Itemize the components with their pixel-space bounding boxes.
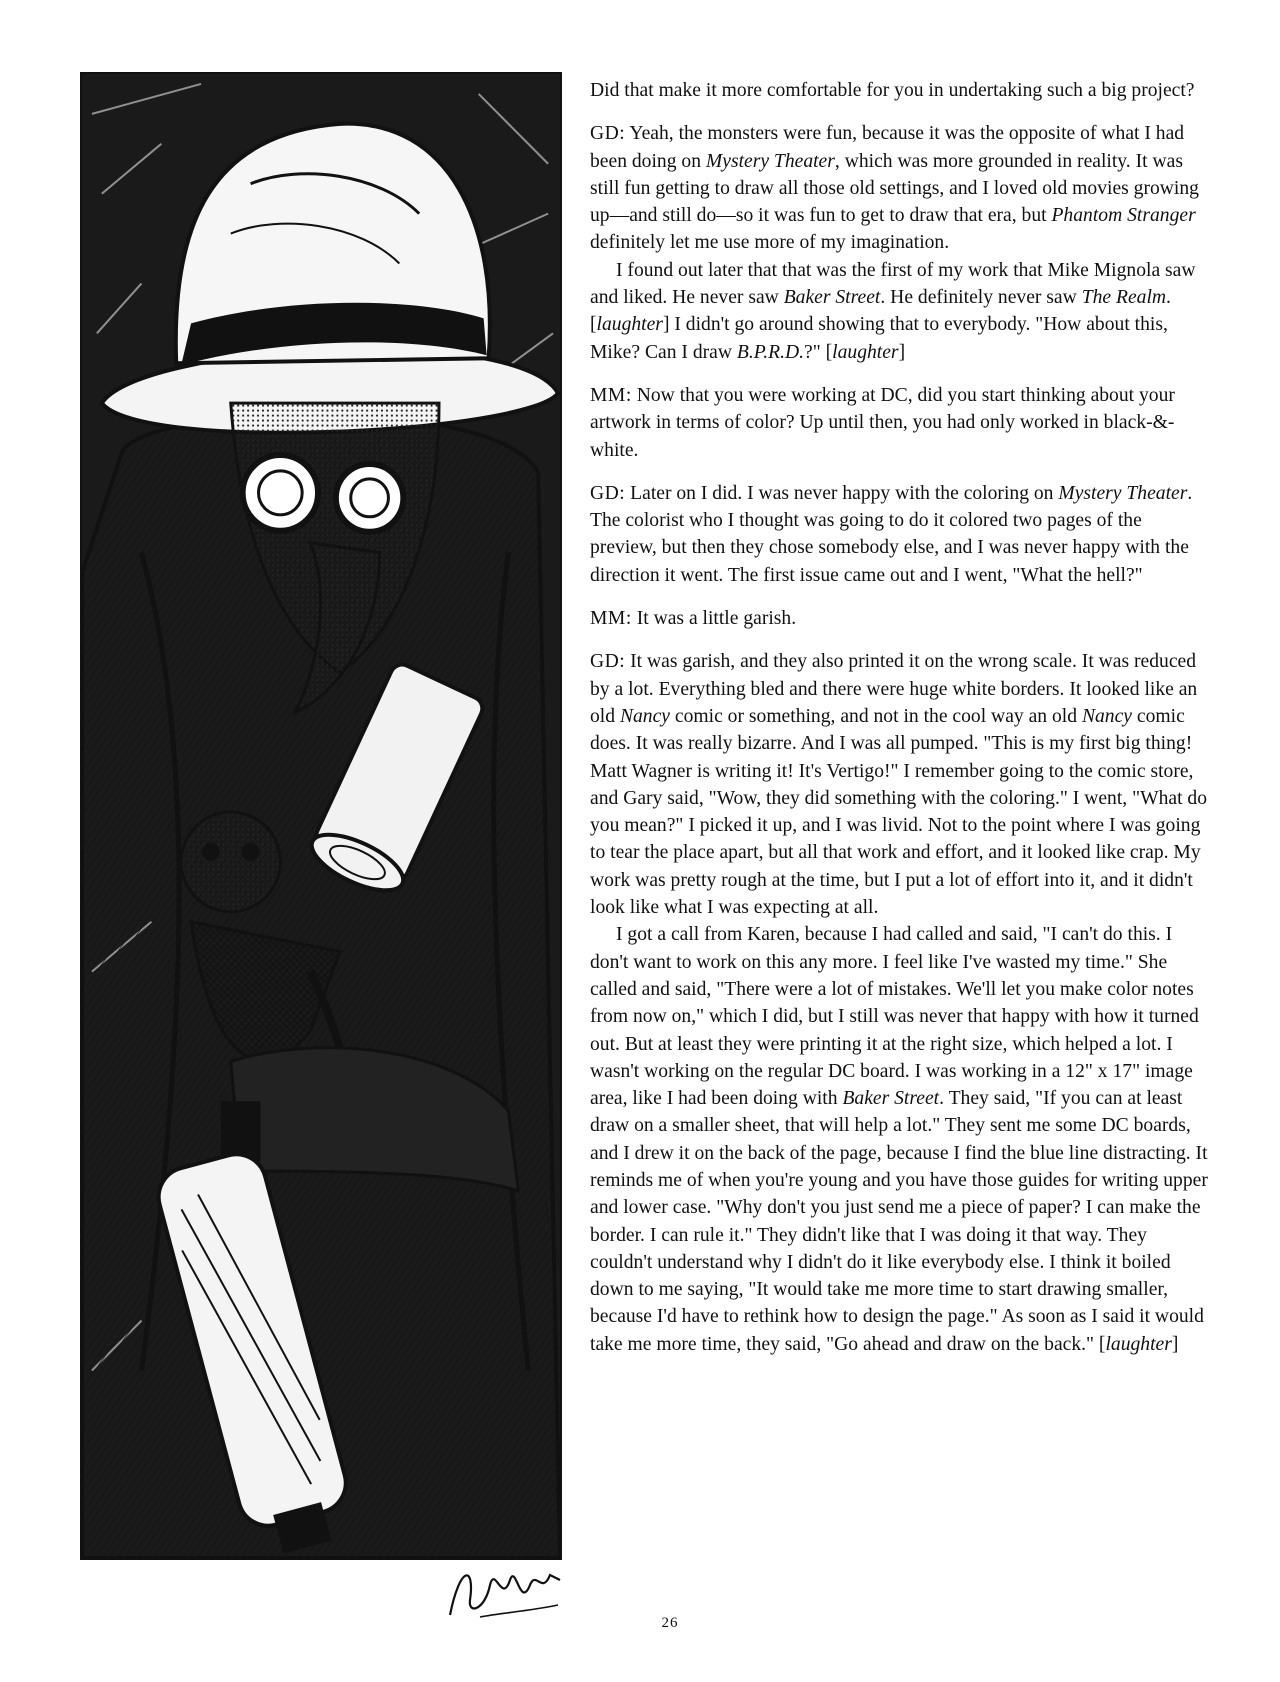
speaker-label: MM: bbox=[590, 384, 632, 406]
answer-text: Later on I did. I was never happy with the coloring on Mystery Theater. The colorist who I thought was going to do it colored two pages of the preview, but then they chose somebody else, and I was never happy with the direction it went. The first issue came out and I went, "What the hell?" bbox=[590, 482, 1193, 586]
answer-gd-3-continued: I got a call from Karen, because I had called and said, "I can't do this. I don't want to work on this any more. I feel like I've wasted my time." She called and said, "There were a lot of mistakes. We'll let you make color notes from now on," which I did, but I still was never that happy with how it turned out. But at least they were printing it at the right size, which helped a lot. I wasn't working on the regular DC board. I was working in a 12" x 17" image area, like I had been doing with Baker Street. They said, "If you can at least draw on a smaller sheet, that will help a lot." They sent me some DC boards, and I drew it on the back of the page, because I find the blue line distracting. It reminds me of when you're young and you have those guides for writing upper and lower case. "Why don't you just send me a piece of paper? I can make the border. I can rule it." They didn't like that I was doing it that way. They couldn't understand why I didn't do it like everybody else. I think it boiled down to me saying, "It would take me more time to start drawing smaller, because I'd have to rethink how to design the page." As soon as I said it would take me more time, they said, "Go ahead and draw on the back." [laughter] bbox=[590, 924, 1208, 1355]
answer-text: Yeah, the monsters were fun, because it was the opposite of what I had been doing on Mystery Theater, which was more grounded in reality. It was still fun getting to draw all those old settings, and I loved old movies growing up—and still do—so it was fun to get to draw that era, but Phantom Stranger definitely let me use more of my imagination. bbox=[590, 123, 1199, 254]
speaker-label: GD: bbox=[590, 651, 626, 673]
answer-text: It was garish, and they also printed it on the wrong scale. It was reduced by a lot. Everything bled and there were huge white borders. It looked like an old Nancy comic or something, and not in the cool way an old Nancy comic does. It was really bizarre. And I was all pumped. "This is my first big thing! Matt Wagner is writing it! It's Vertigo!" I remember going to the comic store, and Gary said, "Wow, they did something with the coloring." I went, "What do you mean?" I picked it up, and I was livid. Not to the point where I was going to tear the place apart, but all that work and effort, and it looked like crap. My work was pretty rough at the time, but I put a lot of effort into it, and it didn't look like what I was expecting at all. bbox=[590, 651, 1208, 919]
speaker-label: MM: bbox=[590, 608, 632, 630]
page-number: 26 bbox=[661, 1615, 679, 1631]
speaker-label: GD: bbox=[590, 482, 626, 504]
interview-text bbox=[590, 72, 1210, 1358]
answer-gd-1 bbox=[590, 120, 1210, 256]
question-mm-2 bbox=[590, 605, 1210, 632]
speaker-label: GD: bbox=[590, 123, 626, 145]
question-text: It was a little garish. bbox=[636, 608, 797, 630]
plague-doctor-illustration bbox=[82, 74, 560, 1558]
answer-gd-1-continued: I found out later that that was the first of my work that Mike Mignola saw and liked. He never saw Baker Street. He definitely never saw The Realm. [laughter] I didn't go around showing that to everybody. "How about this, Mike? Can I draw B.P.R.D.?" [laughter] bbox=[590, 259, 1196, 363]
question-text: Now that you were working at DC, did you start thinking about your artwork in terms of color? Up until then, you had only worked in black-&-white. bbox=[590, 384, 1175, 461]
answer-gd-3 bbox=[590, 648, 1210, 921]
illustration-panel bbox=[80, 72, 562, 1560]
answer-gd-2 bbox=[590, 480, 1210, 589]
question-continuation: Did that make it more comfortable for you in undertaking such a big project? bbox=[590, 80, 1195, 101]
question-mm-1 bbox=[590, 382, 1210, 464]
